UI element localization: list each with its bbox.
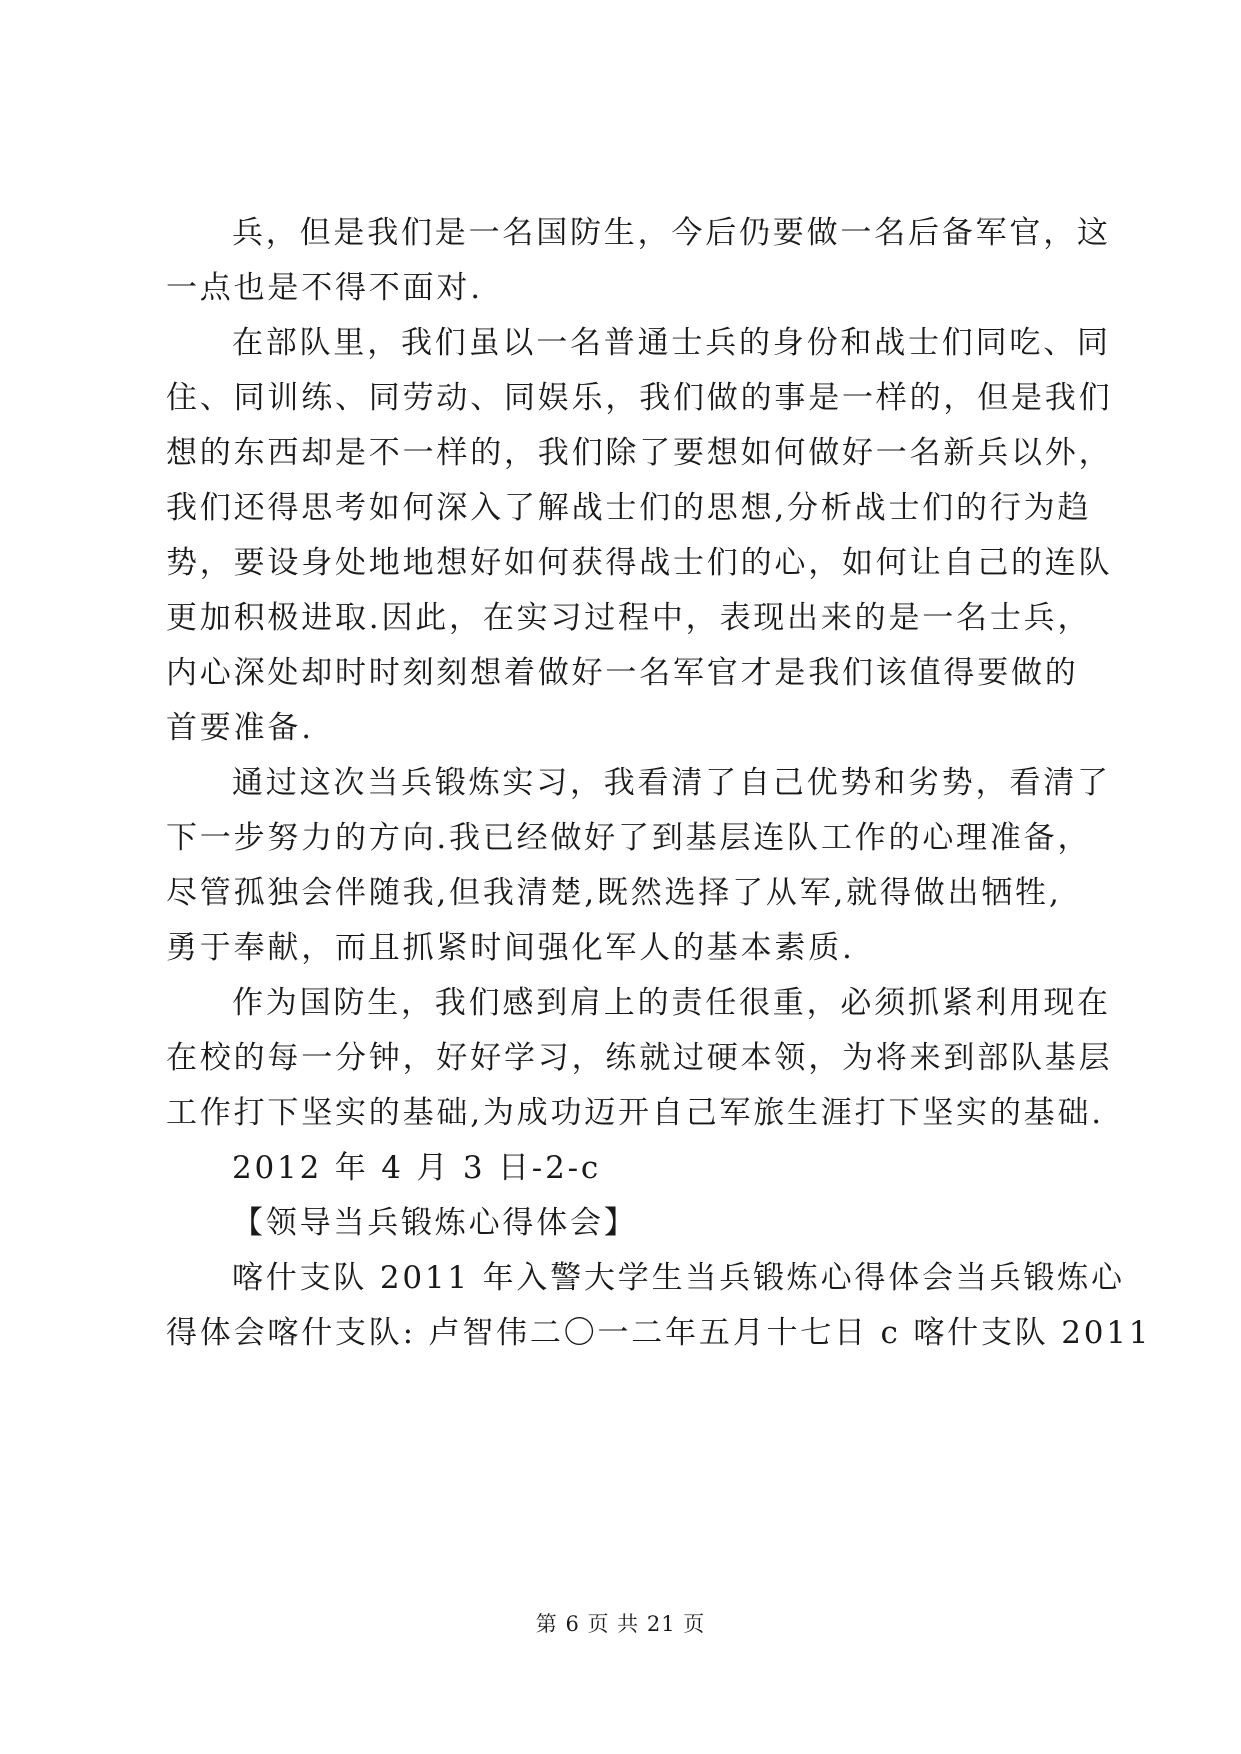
text-line: 工作打下坚实的基础,为成功迈开自己军旅生涯打下坚实的基础. — [166, 1095, 1104, 1131]
text-line: 势，要设身处地地想好如何获得战士们的心，如何让自己的连队 — [166, 545, 1113, 581]
text-line: 住、同训练、同劳动、同娱乐，我们做的事是一样的，但是我们 — [166, 380, 1113, 416]
text-line: 尽管孤独会伴随我,但我清楚,既然选择了从军,就得做出牺牲, — [166, 875, 1062, 911]
date-line: 2012 年 4 月 3 日-2-c — [232, 1150, 602, 1186]
text-line: 内心深处却时时刻刻想着做好一名军官才是我们该值得要做的 — [166, 655, 1079, 691]
text-line: 首要准备. — [166, 710, 314, 746]
text-line: 得体会喀什支队: 卢智伟二〇一二年五月十七日 c 喀什支队 2011 — [166, 1315, 1152, 1351]
text-line: 下一步努力的方向.我已经做好了到基层连队工作的心理准备， — [166, 820, 1092, 856]
text-line: 更加积极进取.因此，在实习过程中，表现出来的是一名士兵， — [166, 600, 1092, 636]
text-line: 在校的每一分钟，好好学习，练就过硬本领，为将来到部队基层 — [166, 1040, 1113, 1076]
text-line: 一点也是不得不面对. — [166, 270, 483, 306]
text-line: 我们还得思考如何深入了解战士们的思想,分析战士们的行为趋 — [166, 490, 1092, 526]
page-number: 第 6 页 共 21 页 — [535, 1612, 706, 1636]
text-line: 兵，但是我们是一名国防生，今后仍要做一名后备军官，这 — [232, 215, 1111, 251]
text-line: 通过这次当兵锻炼实习，我看清了自己优势和劣势，看清了 — [232, 765, 1111, 801]
text-line: 在部队里，我们虽以一名普通士兵的身份和战士们同吃、同 — [232, 325, 1111, 361]
section-heading: 【领导当兵锻炼心得体会】 — [232, 1205, 638, 1241]
text-line: 作为国防生，我们感到肩上的责任很重，必须抓紧利用现在 — [232, 985, 1111, 1021]
text-line: 想的东西却是不一样的，我们除了要想如何做好一名新兵以外， — [166, 435, 1113, 471]
text-line: 勇于奉献，而且抓紧时间强化军人的基本素质. — [166, 930, 855, 966]
text-line: 喀什支队 2011 年入警大学生当兵锻炼心得体会当兵锻炼心 — [232, 1260, 1125, 1296]
